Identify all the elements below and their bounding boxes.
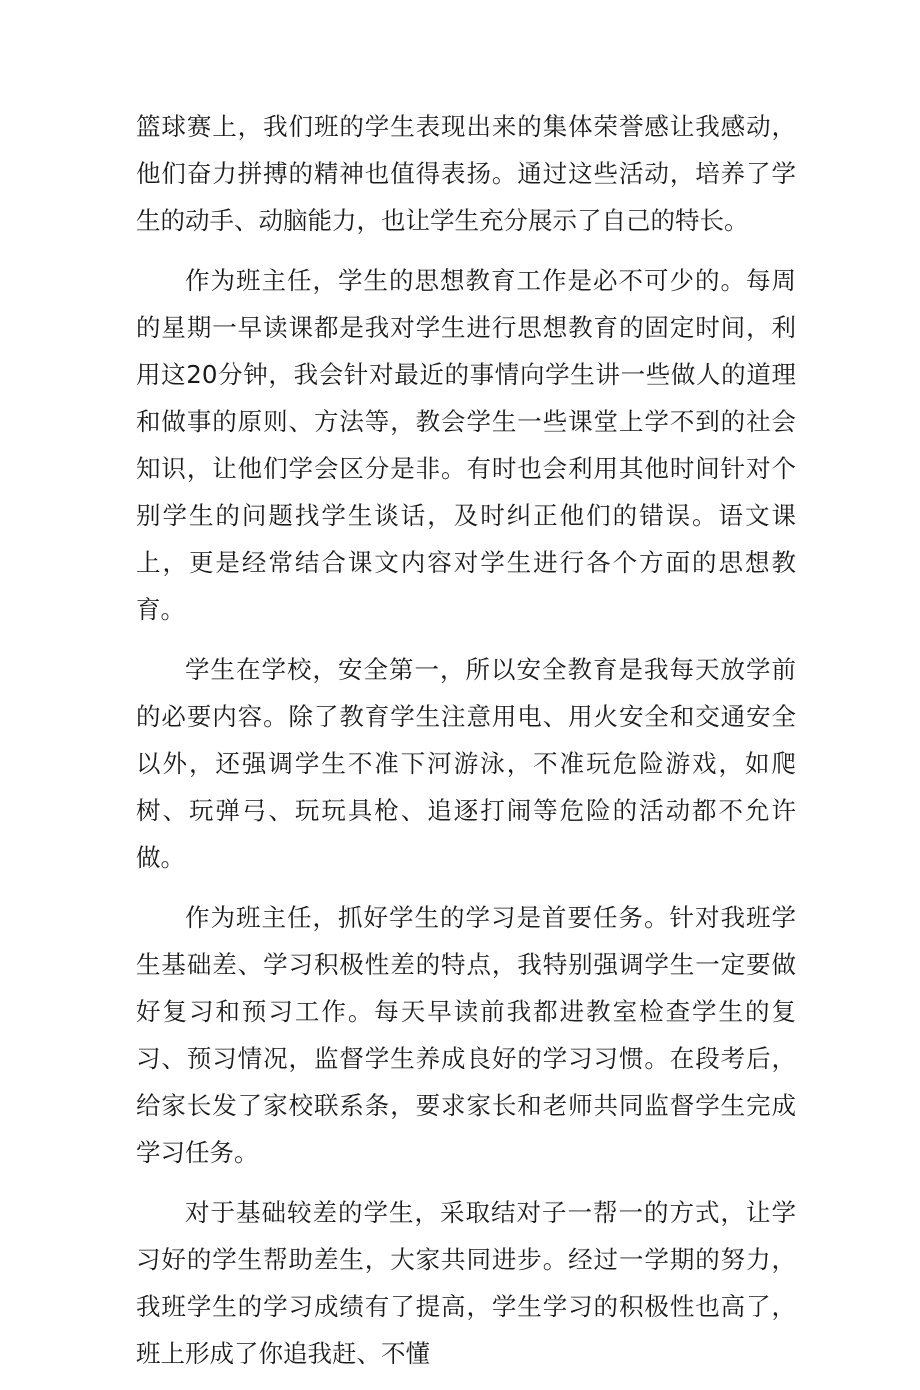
paragraph-4: 作为班主任，抓好学生的学习是首要任务。针对我班学生基础差、学习积极性差的特点，我特别强调学生一定要做好复习和预习工作。每天早读前我都进教室检查学生的复习、预习情况，监督学生养成良好的学习习惯。在段考后，给家长发了家校联系条，要求家长和老师共同监督学生完成学习任务。 — [136, 903, 796, 1167]
paragraph-5: 对于基础较差的学生，采取结对子一帮一的方式，让学习好的学生帮助差生，大家共同进步。经过一学期的努力，我班学生的学习成绩有了提高，学生学习的积极性也高了，班上形成了你追我赶、不懂 — [136, 1198, 796, 1368]
paragraph-2: 作为班主任，学生的思想教育工作是必不可少的。每周的星期一早读课都是我对学生进行思想教育的固定时间，利用这20分钟，我会针对最近的事情向学生讲一些做人的道理和做事的原则、方法等，教会学生一些课堂上学不到的社会知识，让他们学会区分是非。有时也会利用其他时间针对个别学生的问题找学生谈话，及时纠正他们的错误。语文课上，更是经常结合课文内容对学生进行各个方面的思想教育。 — [136, 266, 796, 624]
paragraph-3: 学生在学校，安全第一，所以安全教育是我每天放学前的必要内容。除了教育学生注意用电、用火安全和交通安全以外，还强调学生不准下河游泳，不准玩危险游戏，如爬树、玩弹弓、玩玩具枪、追逐打闹等危险的活动都不允许做。 — [136, 655, 796, 872]
paragraph-1: 篮球赛上，我们班的学生表现出来的集体荣誉感让我感动，他们奋力拼搏的精神也值得表扬。通过这些活动，培养了学生的动手、动脑能力，也让学生充分展示了自己的特长。 — [136, 112, 796, 235]
document-body — [136, 103, 796, 1390]
